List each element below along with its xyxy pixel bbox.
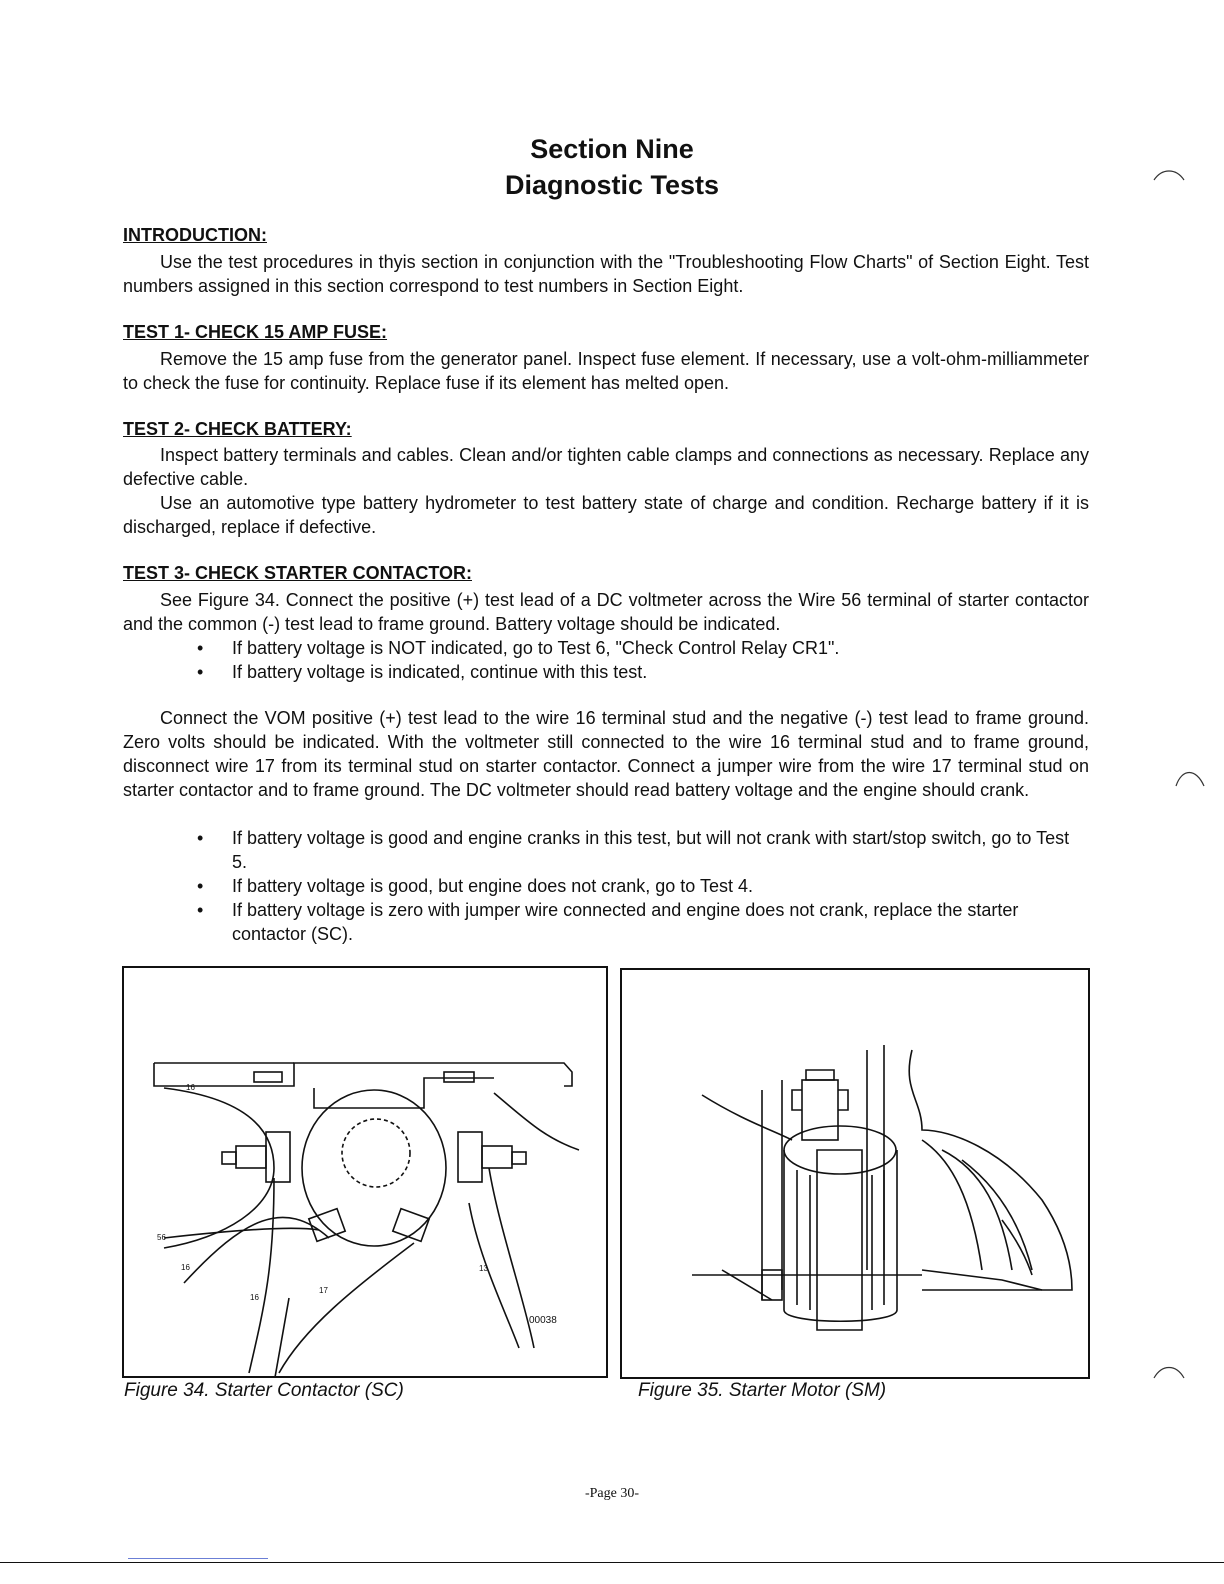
margin-arc-mark [1150, 160, 1190, 210]
test3-body-1 [123, 588, 1089, 636]
introduction-heading: INTRODUCTION: [123, 225, 267, 245]
figure-34-label-16c: 16 [250, 1293, 259, 1302]
introduction-paragraph: Use the test procedures in thyis section in conjunction with the "Troubleshooting Flow Charts" of Section Eight. Test numbers assigned in this section correspond to test numbers in Section Eight. [123, 252, 1089, 296]
list-item: • If battery voltage is NOT indicated, go to Test 6, "Check Control Relay CR1". [195, 636, 1089, 660]
starter-contactor-illustration [124, 968, 606, 1376]
test2-body [123, 443, 1089, 539]
figure-34-frame [122, 966, 608, 1378]
margin-arc-mark [1172, 756, 1212, 796]
test3-heading: TEST 3- CHECK STARTER CONTACTOR: [123, 563, 472, 583]
figure-34-label-16a: 16 [186, 1083, 195, 1092]
test1-heading: TEST 1- CHECK 15 AMP FUSE: [123, 322, 388, 342]
test3-paragraph-2: Connect the VOM positive (+) test lead to the wire 16 terminal stud and the negative (-) test lead to frame ground. Zero volts should be indicated. With the voltmeter still connected to the wire 16 terminal stud and to frame ground, disconnect wire 17 from its terminal stud on starter contactor. Connect a jumper wire from the wire 17 terminal stud on starter contactor and to frame ground. The DC voltmeter should read battery voltage and the engine should crank. [123, 708, 1089, 800]
introduction-body [123, 250, 1089, 298]
figure-34-caption: Figure 34. Starter Contactor (SC) [124, 1380, 404, 1401]
test3-body-2 [123, 706, 1089, 802]
figure-35-frame [620, 968, 1090, 1379]
figure-34-label-16b: 16 [181, 1263, 190, 1272]
figure-34-code: 00038 [529, 1315, 557, 1326]
page-number: -Page 30- [584, 1486, 640, 1501]
test2-heading: TEST 2- CHECK BATTERY: [123, 419, 352, 439]
figure-35-caption: Figure 35. Starter Motor (SM) [638, 1380, 887, 1401]
test1-paragraph: Remove the 15 amp fuse from the generator panel. Inspect fuse element. If necessary, use a volt-ohm-milliammeter to check the fuse for continuity. Replace fuse if its element has melted open. [123, 349, 1089, 393]
section-title: Section Nine [530, 134, 694, 164]
test1-body [123, 347, 1089, 395]
footer-rule [0, 1562, 1224, 1563]
margin-arc-mark [1150, 1348, 1190, 1388]
list-item: • If battery voltage is good and engine cranks in this test, but will not crank with start/stop switch, go to Test 5. [195, 826, 1089, 874]
test2-paragraph-2: Use an automotive type battery hydrometer to test battery state of charge and condition. Recharge battery if it is discharged, replace if defective. [123, 493, 1089, 537]
footer-highlight-rule [128, 1558, 268, 1559]
test2-paragraph-1: Inspect battery terminals and cables. Clean and/or tighten cable clamps and connections as necessary. Replace any defective cable. [123, 445, 1089, 489]
test3-bullet-list-2 [195, 826, 1089, 946]
figure-34-label-17: 17 [319, 1286, 328, 1295]
test3-paragraph-1: See Figure 34. Connect the positive (+) test lead of a DC voltmeter across the Wire 56 terminal of starter contactor and the common (-) test lead to frame ground. Battery voltage should be indicated. [123, 590, 1089, 634]
list-item: • If battery voltage is indicated, continue with this test. [195, 660, 1089, 684]
figure-34-label-56: 56 [157, 1233, 166, 1242]
figure-34-label-13: 13 [479, 1264, 488, 1273]
list-item: • If battery voltage is good, but engine does not crank, go to Test 4. [195, 874, 1089, 898]
starter-motor-illustration [622, 970, 1088, 1377]
list-item: • If battery voltage is zero with jumper wire connected and engine does not crank, replace the starter contactor (SC). [195, 898, 1089, 946]
section-subtitle: Diagnostic Tests [504, 170, 720, 200]
test3-bullet-list-1 [195, 636, 1089, 684]
